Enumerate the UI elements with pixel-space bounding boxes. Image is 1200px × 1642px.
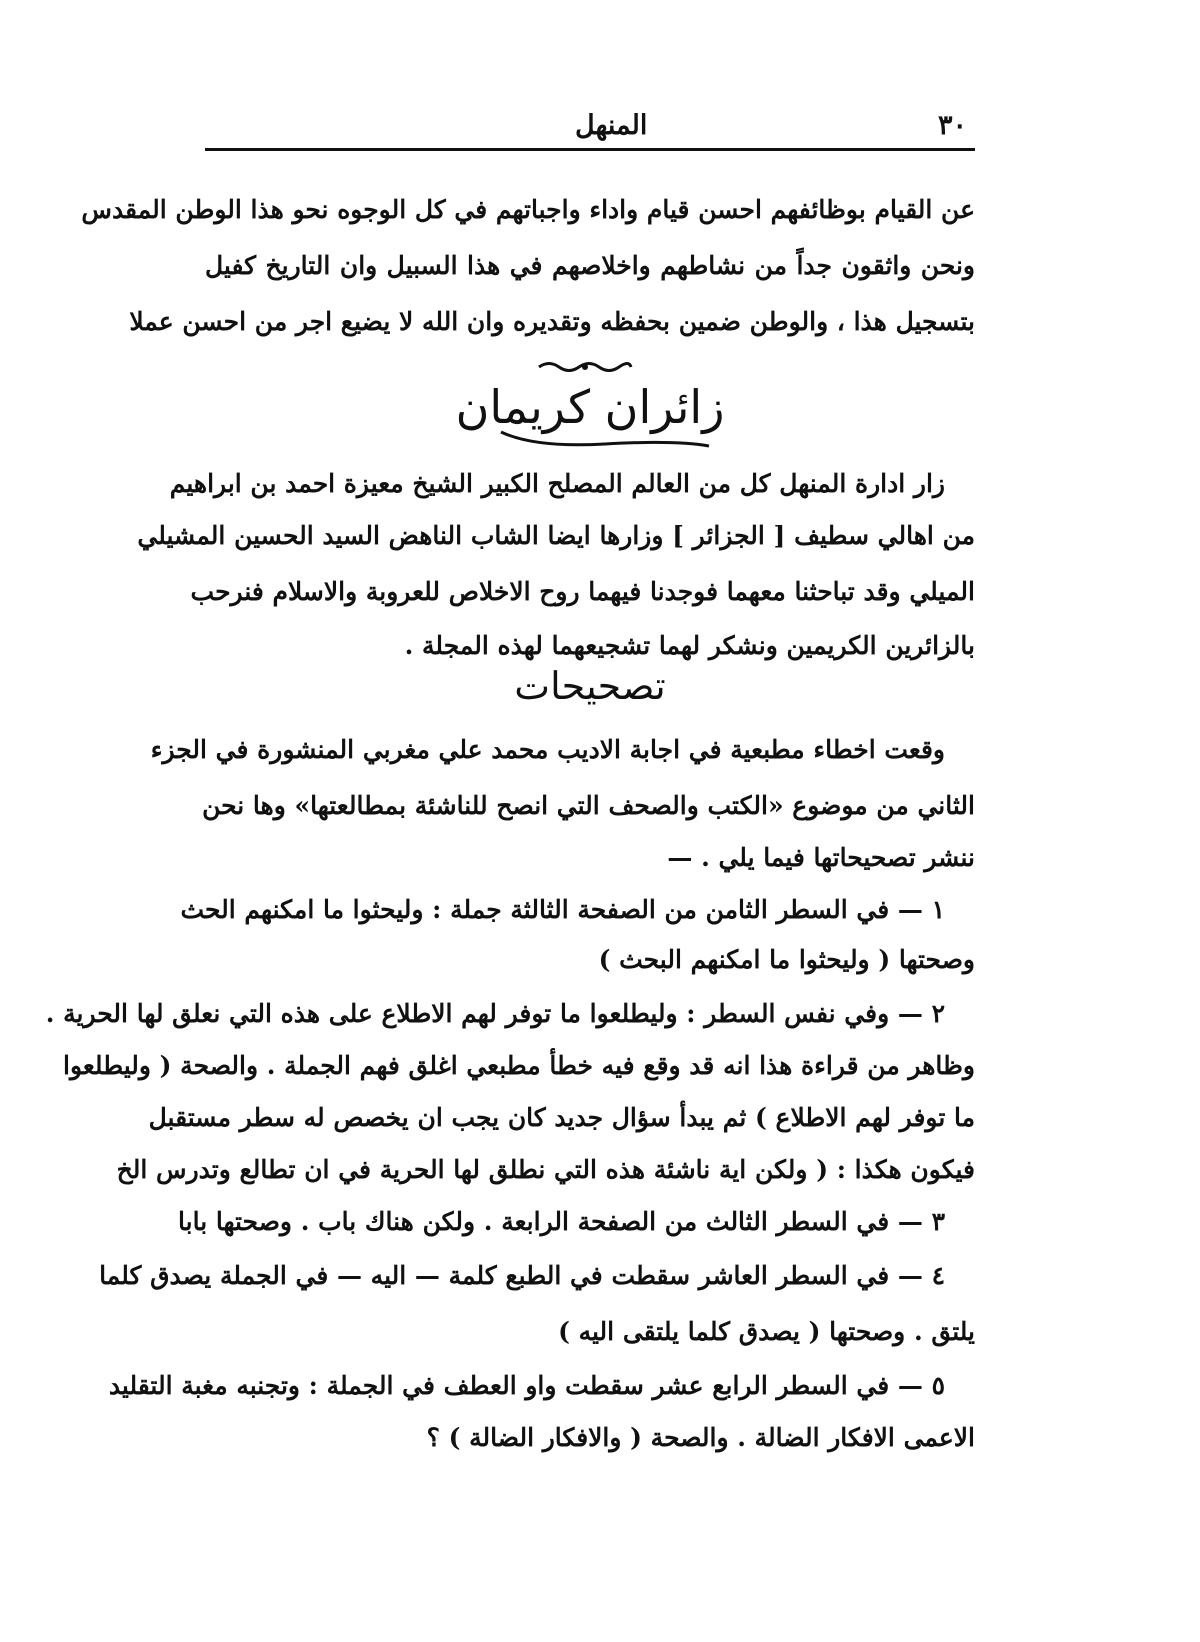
journal-name: المنهل <box>575 110 648 141</box>
correction-item-4-line-2: يلتق . وصحتها ( يصدق كلما يلتقى اليه ) <box>558 1317 975 1346</box>
corrections-intro-line-2: الثاني من موضوع «الكتب والصحف التي انصح للناشئة بمطالعتها» وها نحن <box>202 791 975 820</box>
correction-item-3-line-1: ٣ — في السطر الثالث من الصفحة الرابعة . ولكن هناك باب . وصحتها بابا <box>178 1207 945 1236</box>
correction-item-1-line-2: وصحتها ( وليحثوا ما امكنهم البحث ) <box>598 945 975 974</box>
corrections-intro-line-1: وقعت اخطاء مطبعية في اجابة الاديب محمد علي مغربي المنشورة في الجزء <box>150 735 945 764</box>
correction-item-1-line-1: ١ — في السطر الثامن من الصفحة الثالثة جملة : وليحثوا ما امكنهم الحث <box>180 895 945 924</box>
corrections-intro-line-3: ننشر تصحيحاتها فيما يلي . — <box>667 843 975 872</box>
intro-line-2: ونحن واثقون جداً من نشاطهم واخلاصهم في هذا السبيل وان التاريخ كفيل <box>205 251 975 280</box>
ornament-divider-icon <box>535 358 635 376</box>
correction-item-5-line-1: ٥ — في السطر الرابع عشر سقطت واو العطف في الجملة : وتجنبه مغبة التقليد <box>108 1371 945 1400</box>
visitors-line-2: من اهالي سطيف [ الجزائر ] وزارها ايضا الشاب الناهض السيد الحسين المشيلي <box>137 521 975 550</box>
intro-line-1: عن القيام بوظائفهم احسن قيام واداء واجباتهم في كل الوجوه نحو هذا الوطن المقدس <box>81 195 975 224</box>
visitors-line-1: زار ادارة المنهل كل من العالم المصلح الكبير الشيخ معيزة احمد بن ابراهيم <box>169 469 945 498</box>
visitors-line-3: الميلي وقد تباحثنا معهما فوجدنا فيهما روح الاخلاص للعروبة والاسلام فنرحب <box>190 577 975 606</box>
visitors-line-4: بالزائرين الكريمين ونشكر لهما تشجيعهما لهذه المجلة . <box>404 631 975 660</box>
visitors-section-title: زائران كريمان <box>455 380 725 434</box>
correction-item-4-line-1: ٤ — في السطر العاشر سقطت في الطبع كلمة — اليه — في الجملة يصدق كلما <box>99 1261 945 1290</box>
correction-item-2-line-3: ما توفر لهم الاطلاع ) ثم يبدأ سؤال جديد كان يجب ان يخصص له سطر مستقبل <box>148 1103 975 1132</box>
page-number: ٣٠ <box>937 110 967 141</box>
intro-line-3: بتسجيل هذا ، والوطن ضمين بحفظه وتقديره وان الله لا يضيع اجر من احسن عملا <box>129 307 975 336</box>
correction-item-2-line-1: ٢ — وفي نفس السطر : وليطلعوا ما توفر لهم الاطلاع على هذه التي نعلق لها الحرية . <box>45 999 945 1028</box>
correction-item-2-line-2: وظاهر من قراءة هذا انه قد وقع فيه خطأ مطبعي اغلق فهم الجملة . والصحة ( وليطلعوا <box>63 1051 975 1080</box>
corrections-section-title: تصحيحات <box>514 664 666 708</box>
book-page <box>45 90 975 1610</box>
correction-item-5-line-2: الاعمى الافكار الضالة . والصحة ( والافكار الضالة ) ؟ <box>426 1423 975 1452</box>
correction-item-2-line-4: فيكون هكذا : ( ولكن اية ناشئة هذه التي نطلق لها الحرية في ان تطالع وتدرس الخ <box>116 1155 975 1184</box>
header-rule <box>205 148 975 151</box>
title-flourish-icon <box>495 428 715 450</box>
running-head <box>205 90 975 141</box>
